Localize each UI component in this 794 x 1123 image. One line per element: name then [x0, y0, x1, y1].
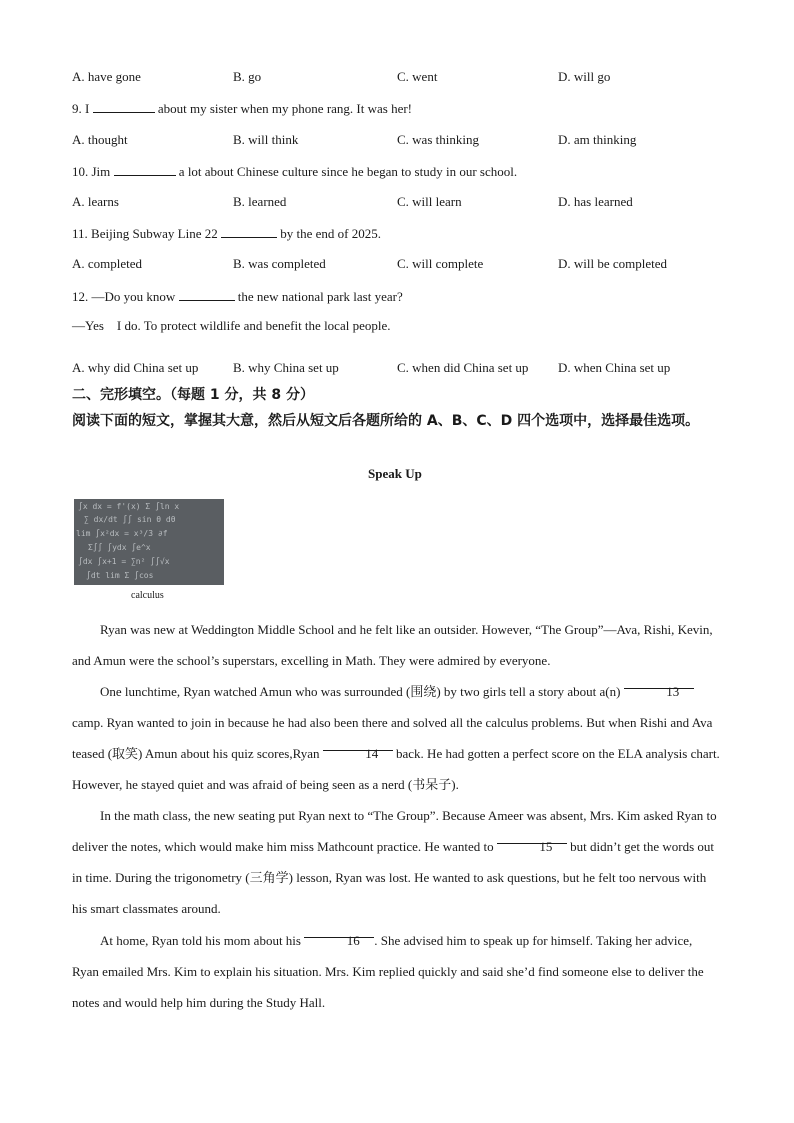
- q12-stem-end: the new national park last year?: [237, 289, 403, 304]
- q10-option-c: C. will learn: [397, 194, 462, 209]
- q12-option-b: B. why China set up: [233, 360, 339, 375]
- q10-blank: [114, 163, 176, 176]
- q11-option-a: A. completed: [72, 256, 143, 271]
- q11-stem-end: by the end of 2025.: [280, 226, 381, 241]
- calculus-chalkboard-image: ∫x dx = f'(x) Σ ∫ln x ∑ dx/dt ∫∫ sin θ dθ lim ∫x²dx = x³/3 ∂f Σ∫∫ ∫ydx ∫e^x ∫dx ∫x+1 = ∑n² ∫∫√x ∫dt lim Σ ∫cos: [74, 499, 224, 585]
- q10-option-b: B. learned: [233, 194, 287, 209]
- blank-15: 15: [497, 831, 567, 844]
- blank-13: 13: [624, 676, 694, 689]
- q11-option-d: D. will be completed: [558, 256, 668, 271]
- passage-paragraph-3: [72, 800, 722, 924]
- q11-blank: [221, 225, 277, 238]
- passage-paragraph-4: [72, 925, 722, 1018]
- blank-16: 16: [304, 925, 374, 938]
- q12-option-a: A. why did China set up: [72, 360, 199, 375]
- q11-stem-start: 11. Beijing Subway Line 22: [72, 226, 218, 241]
- q9-option-b: B. will think: [233, 132, 299, 147]
- blank-14: 14: [323, 738, 393, 751]
- q11-stem: [72, 225, 381, 242]
- q8-option-d: D. will go: [558, 69, 611, 84]
- q9-option-c: C. was thinking: [397, 132, 479, 147]
- q12-stem: [72, 288, 403, 305]
- q11-option-c: C. will complete: [397, 256, 484, 271]
- q8-option-a: A. have gone: [72, 69, 141, 84]
- q10-stem-start: 10. Jim: [72, 164, 111, 179]
- passage-paragraph-1: Ryan was new at Weddington Middle School and he felt like an outsider. However, “The Group”—Ava, Rishi, Kevin, and Amun were the school’s superstars, excelling in Math. They were admired by everyone.: [72, 622, 713, 668]
- q9-stem-end: about my sister when my phone rang. It was her!: [157, 101, 413, 116]
- passage-paragraph-2: [72, 676, 722, 800]
- q9-blank: [93, 100, 155, 113]
- q12-option-c: C. when did China set up: [397, 360, 529, 375]
- paragraph-3-part-a: In the math class, the new seating put Ryan next to “The Group”. Because Ameer was absent, Mrs. Kim asked Ryan to deliver the notes, which would make him miss Mathcount practice. He wanted to: [72, 808, 717, 854]
- paragraph-2-part-b: camp. Ryan wanted to join in because he had also been there and solved all the calculus problems. But when Rishi and Ava teased (取笑) Amun about his quiz scores,Ryan: [72, 715, 713, 761]
- q8-option-b: B. go: [233, 69, 262, 84]
- paragraph-3-part-b: but didn’t get the words out in time. During the trigonometry (三角学) lesson, Ryan was lost. He wanted to ask questions, but he felt too nervous with his smart classmates around.: [72, 839, 715, 916]
- q12-stem-start: 12. —Do you know: [72, 289, 176, 304]
- q10-option-a: A. learns: [72, 194, 119, 209]
- paragraph-4-part-a: At home, Ryan told his mom about his: [100, 933, 301, 948]
- paragraph-2-part-c: back. He had gotten a perfect score on the ELA analysis chart. However, he stayed quiet and was afraid of being seen as a nerd (书呆子).: [72, 746, 720, 792]
- paragraph-2-part-a: One lunchtime, Ryan watched Amun who was surrounded (围绕) by two girls tell a story about a(n): [100, 684, 621, 699]
- q12-blank: [179, 288, 235, 301]
- q8-option-c: C. went: [397, 69, 438, 84]
- passage-title: Speak Up: [368, 466, 422, 481]
- section-instruction: 阅读下面的短文，掌握其大意，然后从短文后各题所给的 A、B、C、D 四个选项中，选择最佳选项。: [72, 413, 700, 429]
- q10-stem: [72, 163, 517, 180]
- image-caption: calculus: [131, 590, 164, 601]
- section-heading: 二、完形填空。（每题 1 分，共 8 分）: [72, 387, 314, 403]
- q12-reply: —Yes I do. To protect wildlife and benefit the local people.: [72, 318, 391, 333]
- paragraph-4-part-b: . She advised him to speak up for himself. Taking her advice, Ryan emailed Mrs. Kim to explain his situation. Mrs. Kim replied quickly and said she’d find someone else to deliver the notes and would help him during the Study Hall.: [72, 933, 704, 1010]
- q9-stem: [72, 100, 412, 117]
- q9-option-a: A. thought: [72, 132, 128, 147]
- q10-stem-end: a lot about Chinese culture since he began to study in our school.: [178, 164, 518, 179]
- q11-option-b: B. was completed: [233, 256, 326, 271]
- q9-option-d: D. am thinking: [558, 132, 637, 147]
- q10-option-d: D. has learned: [558, 194, 633, 209]
- q12-option-d: D. when China set up: [558, 360, 671, 375]
- q9-stem-start: 9. I: [72, 101, 90, 116]
